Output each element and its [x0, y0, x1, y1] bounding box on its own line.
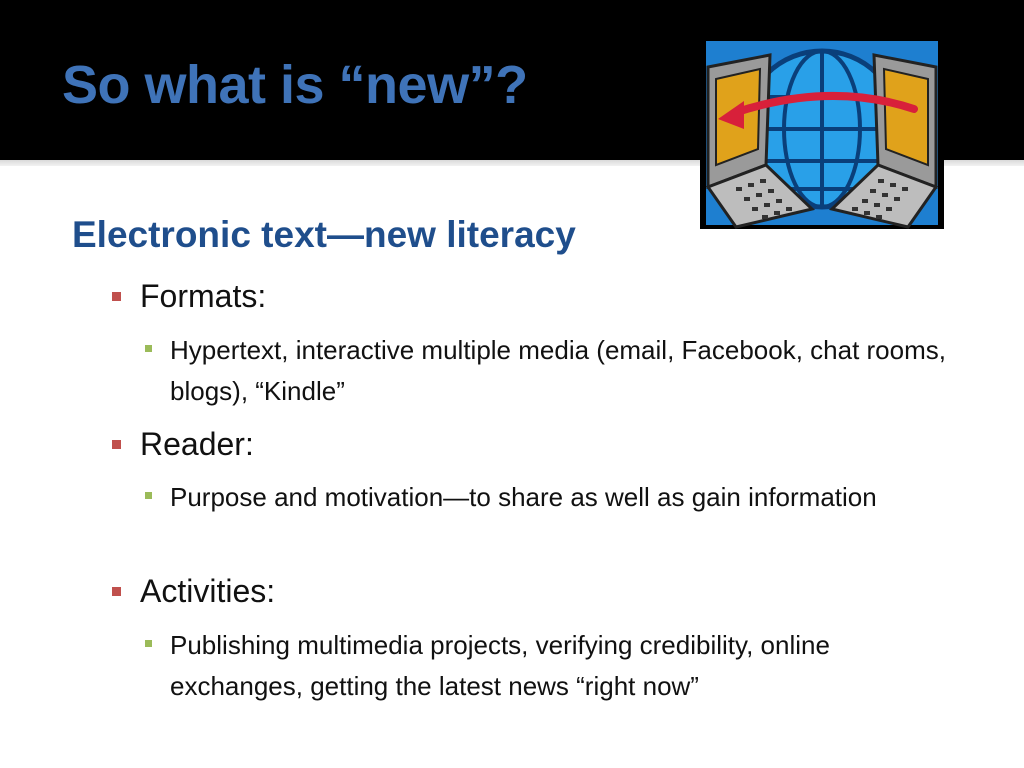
bullet-activities	[140, 573, 275, 610]
sub-bullet-text: Hypertext, interactive multiple media (email, Facebook, chat rooms, blogs), “Kindle”	[170, 335, 946, 406]
sub-bullet-marker-icon	[145, 492, 152, 499]
sub-bullet-formats	[170, 330, 970, 412]
bullet-label: Formats:	[140, 278, 267, 314]
bullet-formats	[140, 278, 266, 315]
bullet-reader	[140, 426, 254, 463]
bullet-marker-icon	[112, 292, 121, 301]
bullet-label: Reader:	[140, 426, 254, 462]
sub-bullet-reader	[170, 477, 970, 518]
sub-bullet-text: Purpose and motivation—to share as well as gain information	[170, 482, 877, 512]
bullet-marker-icon	[112, 587, 121, 596]
bullet-marker-icon	[112, 440, 121, 449]
content-heading: Electronic text—new literacy	[72, 214, 576, 255]
slide-title: So what is “new”?	[62, 55, 528, 115]
sub-bullet-text: Publishing multimedia projects, verifying credibility, online exchanges, getting the latest news “right now”	[170, 630, 830, 701]
sub-bullet-marker-icon	[145, 345, 152, 352]
bullet-label: Activities:	[140, 573, 276, 609]
networked-computers-globe-icon	[700, 37, 944, 229]
sub-bullet-marker-icon	[145, 640, 152, 647]
sub-bullet-activities	[170, 625, 970, 707]
